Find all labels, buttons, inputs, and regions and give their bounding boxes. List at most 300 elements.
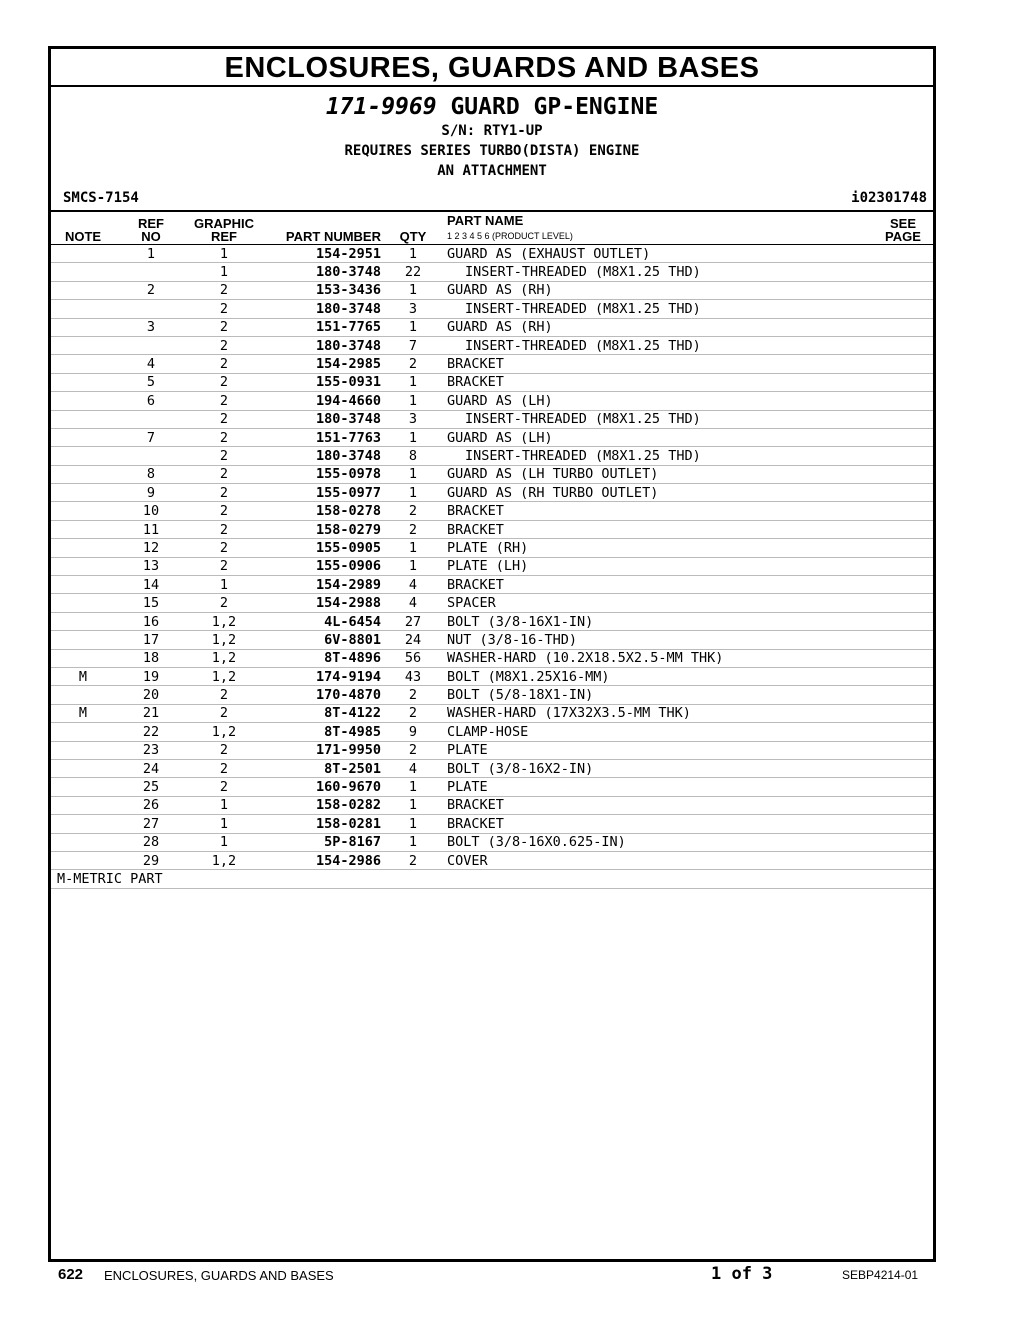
cell-note [51, 245, 115, 263]
col-part-name: PART NAME 1 2 3 4 5 6 (PRODUCT LEVEL) [441, 211, 873, 245]
cell-qty: 9 [385, 723, 441, 741]
group-part-number: 171-9969 [325, 94, 437, 120]
cell-qty: 2 [385, 686, 441, 704]
cell-see-page [873, 447, 933, 465]
table-row [51, 741, 933, 759]
cell-see-page [873, 484, 933, 502]
cell-see-page [873, 815, 933, 833]
cell-ref-no [115, 447, 187, 465]
cell-ref-no: 12 [115, 539, 187, 557]
cell-note [51, 539, 115, 557]
table-row [51, 355, 933, 373]
cell-see-page [873, 392, 933, 410]
cell-note [51, 851, 115, 869]
cell-see-page [873, 851, 933, 869]
cell-note: M [51, 667, 115, 685]
table-row [51, 759, 933, 777]
col-ref-no: REF NO [115, 211, 187, 245]
cell-ref-no: 18 [115, 649, 187, 667]
cell-see-page [873, 557, 933, 575]
cell-part-number: 153-3436 [261, 281, 385, 299]
cell-ref-no: 26 [115, 796, 187, 814]
cell-qty: 1 [385, 778, 441, 796]
table-row [51, 612, 933, 630]
cell-see-page [873, 281, 933, 299]
cell-note [51, 557, 115, 575]
page-frame [48, 46, 936, 1262]
table-row [51, 410, 933, 428]
table-row [51, 594, 933, 612]
cell-see-page [873, 594, 933, 612]
cell-graphic-ref: 1 [187, 796, 261, 814]
cell-qty: 1 [385, 428, 441, 446]
cell-part-name: BRACKET [441, 502, 873, 520]
cell-note [51, 723, 115, 741]
cell-qty: 4 [385, 594, 441, 612]
cell-ref-no: 3 [115, 318, 187, 336]
table-row [51, 392, 933, 410]
cell-part-number: 155-0978 [261, 465, 385, 483]
cell-part-number: 8T-4985 [261, 723, 385, 741]
cell-ref-no: 14 [115, 576, 187, 594]
cell-part-name: PLATE (RH) [441, 539, 873, 557]
cell-graphic-ref: 2 [187, 539, 261, 557]
cell-ref-no: 5 [115, 373, 187, 391]
cell-graphic-ref: 2 [187, 428, 261, 446]
cell-ref-no [115, 410, 187, 428]
col-part-number: PART NUMBER [261, 211, 385, 245]
cell-see-page [873, 539, 933, 557]
cell-part-number: 155-0905 [261, 539, 385, 557]
cell-part-number: 180-3748 [261, 410, 385, 428]
cell-graphic-ref: 2 [187, 300, 261, 318]
cell-qty: 1 [385, 833, 441, 851]
cell-part-number: 151-7765 [261, 318, 385, 336]
cell-qty: 1 [385, 245, 441, 263]
cell-qty: 3 [385, 300, 441, 318]
cell-see-page [873, 336, 933, 354]
table-row [51, 520, 933, 538]
cell-qty: 2 [385, 502, 441, 520]
cell-part-number: 155-0931 [261, 373, 385, 391]
cell-qty: 2 [385, 704, 441, 722]
cell-ref-no: 7 [115, 428, 187, 446]
cell-part-number: 154-2986 [261, 851, 385, 869]
table-row [51, 815, 933, 833]
cell-qty: 2 [385, 355, 441, 373]
cell-part-number: 180-3748 [261, 300, 385, 318]
cell-qty: 43 [385, 667, 441, 685]
table-row [51, 778, 933, 796]
cell-ref-no: 19 [115, 667, 187, 685]
cell-qty: 1 [385, 281, 441, 299]
cell-ref-no: 25 [115, 778, 187, 796]
cell-qty: 22 [385, 263, 441, 281]
smcs-code: SMCS-7154 [63, 190, 139, 206]
table-row [51, 539, 933, 557]
cell-ref-no: 28 [115, 833, 187, 851]
cell-part-number: 154-2985 [261, 355, 385, 373]
cell-graphic-ref: 1 [187, 833, 261, 851]
cell-note [51, 649, 115, 667]
cell-part-name: WASHER-HARD (10.2X18.5X2.5-MM THK) [441, 649, 873, 667]
cell-qty: 1 [385, 539, 441, 557]
table-row [51, 484, 933, 502]
cell-qty: 4 [385, 576, 441, 594]
cell-part-name: INSERT-THREADED (M8X1.25 THD) [441, 300, 873, 318]
table-row [51, 373, 933, 391]
cell-part-number: 154-2989 [261, 576, 385, 594]
cell-graphic-ref: 2 [187, 410, 261, 428]
table-row [51, 447, 933, 465]
cell-graphic-ref: 2 [187, 281, 261, 299]
cell-ref-no: 13 [115, 557, 187, 575]
cell-qty: 2 [385, 520, 441, 538]
cell-graphic-ref: 1 [187, 576, 261, 594]
cell-part-number: 155-0906 [261, 557, 385, 575]
cell-part-number: 158-0279 [261, 520, 385, 538]
cell-qty: 7 [385, 336, 441, 354]
cell-ref-no: 21 [115, 704, 187, 722]
cell-part-name: GUARD AS (EXHAUST OUTLET) [441, 245, 873, 263]
cell-ref-no: 9 [115, 484, 187, 502]
cell-ref-no [115, 336, 187, 354]
cell-part-number: 154-2988 [261, 594, 385, 612]
cell-part-number: 174-9194 [261, 667, 385, 685]
cell-see-page [873, 245, 933, 263]
page-footer [0, 1264, 1020, 1288]
table-row [51, 428, 933, 446]
table-row [51, 557, 933, 575]
cell-part-number: 158-0282 [261, 796, 385, 814]
cell-note [51, 796, 115, 814]
serial-number: S/N: RTY1-UP [441, 123, 543, 139]
cell-part-name: GUARD AS (RH) [441, 318, 873, 336]
cell-note [51, 373, 115, 391]
cell-see-page [873, 649, 933, 667]
cell-qty: 1 [385, 796, 441, 814]
cell-part-name: GUARD AS (LH TURBO OUTLET) [441, 465, 873, 483]
cell-part-name: INSERT-THREADED (M8X1.25 THD) [441, 336, 873, 354]
footer-page-of: 1 of 3 [711, 1264, 773, 1284]
cell-note [51, 520, 115, 538]
cell-ref-no: 6 [115, 392, 187, 410]
cell-note [51, 281, 115, 299]
cell-part-number: 155-0977 [261, 484, 385, 502]
cell-part-number: 8T-2501 [261, 759, 385, 777]
footer-doc-id: SEBP4214-01 [842, 1268, 919, 1282]
cell-graphic-ref: 2 [187, 704, 261, 722]
cell-graphic-ref: 2 [187, 502, 261, 520]
cell-part-name: INSERT-THREADED (M8X1.25 THD) [441, 263, 873, 281]
cell-note [51, 741, 115, 759]
cell-graphic-ref: 1 [187, 263, 261, 281]
cell-note [51, 392, 115, 410]
cell-graphic-ref: 2 [187, 759, 261, 777]
cell-graphic-ref: 2 [187, 520, 261, 538]
cell-qty: 3 [385, 410, 441, 428]
cell-part-name: BRACKET [441, 373, 873, 391]
cell-note [51, 484, 115, 502]
cell-see-page [873, 410, 933, 428]
cell-part-name: NUT (3/8-16-THD) [441, 631, 873, 649]
cell-part-number: 180-3748 [261, 263, 385, 281]
table-row [51, 649, 933, 667]
cell-part-name: BOLT (3/8-16X1-IN) [441, 612, 873, 630]
table-row [51, 245, 933, 263]
cell-note [51, 759, 115, 777]
table-row [51, 667, 933, 685]
table-row [51, 465, 933, 483]
cell-see-page [873, 318, 933, 336]
table-row [51, 704, 933, 722]
cell-ref-no: 17 [115, 631, 187, 649]
illustration-id: i02301748 [851, 190, 927, 206]
cell-part-name: PLATE (LH) [441, 557, 873, 575]
cell-ref-no: 11 [115, 520, 187, 538]
cell-ref-no: 15 [115, 594, 187, 612]
cell-part-name: WASHER-HARD (17X32X3.5-MM THK) [441, 704, 873, 722]
cell-qty: 1 [385, 465, 441, 483]
cell-note [51, 631, 115, 649]
cell-graphic-ref: 2 [187, 557, 261, 575]
cell-part-number: 170-4870 [261, 686, 385, 704]
cell-part-name: BRACKET [441, 576, 873, 594]
cell-see-page [873, 778, 933, 796]
cell-part-number: 6V-8801 [261, 631, 385, 649]
cell-note [51, 502, 115, 520]
cell-qty: 1 [385, 557, 441, 575]
table-row [51, 502, 933, 520]
cell-graphic-ref: 1,2 [187, 851, 261, 869]
table-row [51, 723, 933, 741]
smcs-row [51, 186, 933, 210]
cell-note [51, 300, 115, 318]
cell-see-page [873, 263, 933, 281]
cell-part-name: BOLT (M8X1.25X16-MM) [441, 667, 873, 685]
cell-qty: 24 [385, 631, 441, 649]
cell-qty: 56 [385, 649, 441, 667]
cell-graphic-ref: 2 [187, 465, 261, 483]
cell-ref-no [115, 300, 187, 318]
cell-graphic-ref: 2 [187, 355, 261, 373]
cell-part-number: 158-0278 [261, 502, 385, 520]
cell-see-page [873, 704, 933, 722]
cell-qty: 27 [385, 612, 441, 630]
cell-note [51, 594, 115, 612]
col-qty: QTY [385, 211, 441, 245]
table-row [51, 318, 933, 336]
cell-note: M [51, 704, 115, 722]
cell-note [51, 355, 115, 373]
cell-ref-no: 20 [115, 686, 187, 704]
cell-note [51, 410, 115, 428]
cell-qty: 4 [385, 759, 441, 777]
cell-part-name: BOLT (5/8-18X1-IN) [441, 686, 873, 704]
cell-ref-no: 27 [115, 815, 187, 833]
cell-see-page [873, 520, 933, 538]
product-levels: 1 2 3 4 5 6 (PRODUCT LEVEL) [447, 231, 573, 241]
cell-note [51, 815, 115, 833]
cell-part-name: CLAMP-HOSE [441, 723, 873, 741]
cell-note [51, 336, 115, 354]
cell-part-name: PLATE [441, 741, 873, 759]
table-row [51, 281, 933, 299]
cell-ref-no [115, 263, 187, 281]
col-see-page: SEE PAGE [873, 211, 933, 245]
cell-ref-no: 1 [115, 245, 187, 263]
cell-ref-no: 8 [115, 465, 187, 483]
cell-qty: 2 [385, 851, 441, 869]
cell-see-page [873, 373, 933, 391]
cell-graphic-ref: 2 [187, 778, 261, 796]
cell-see-page [873, 300, 933, 318]
cell-graphic-ref: 2 [187, 447, 261, 465]
cell-ref-no: 16 [115, 612, 187, 630]
cell-graphic-ref: 1,2 [187, 612, 261, 630]
table-row [51, 796, 933, 814]
cell-ref-no: 22 [115, 723, 187, 741]
table-header-row [51, 211, 933, 245]
cell-part-name: GUARD AS (LH) [441, 428, 873, 446]
col-graphic-ref: GRAPHIC REF [187, 211, 261, 245]
cell-see-page [873, 833, 933, 851]
cell-graphic-ref: 2 [187, 336, 261, 354]
cell-see-page [873, 612, 933, 630]
cell-part-number: 171-9950 [261, 741, 385, 759]
table-row [51, 336, 933, 354]
cell-part-number: 151-7763 [261, 428, 385, 446]
cell-qty: 1 [385, 373, 441, 391]
cell-qty: 1 [385, 318, 441, 336]
cell-part-name: BRACKET [441, 355, 873, 373]
page-title: ENCLOSURES, GUARDS AND BASES [51, 49, 933, 87]
cell-graphic-ref: 1,2 [187, 631, 261, 649]
cell-graphic-ref: 1,2 [187, 723, 261, 741]
footer-page-number: 622 [58, 1266, 84, 1283]
requires-note: REQUIRES SERIES TURBO(DISTA) ENGINE [344, 143, 640, 159]
table-row [51, 576, 933, 594]
cell-part-name: BOLT (3/8-16X2-IN) [441, 759, 873, 777]
cell-ref-no: 24 [115, 759, 187, 777]
cell-part-name: PLATE [441, 778, 873, 796]
cell-graphic-ref: 2 [187, 373, 261, 391]
group-title [51, 93, 933, 121]
cell-part-number: 154-2951 [261, 245, 385, 263]
cell-qty: 8 [385, 447, 441, 465]
cell-graphic-ref: 1 [187, 815, 261, 833]
cell-part-name: COVER [441, 851, 873, 869]
cell-part-number: 8T-4896 [261, 649, 385, 667]
cell-note [51, 686, 115, 704]
group-description: GUARD GP-ENGINE [450, 94, 659, 120]
cell-qty: 1 [385, 392, 441, 410]
cell-qty: 1 [385, 815, 441, 833]
cell-part-name: BRACKET [441, 815, 873, 833]
cell-graphic-ref: 2 [187, 318, 261, 336]
cell-see-page [873, 465, 933, 483]
cell-note [51, 447, 115, 465]
cell-see-page [873, 355, 933, 373]
cell-part-number: 180-3748 [261, 447, 385, 465]
metric-footnote: M-METRIC PART [51, 870, 933, 888]
attachment-note: AN ATTACHMENT [437, 163, 547, 179]
cell-note [51, 428, 115, 446]
parts-table [51, 210, 933, 889]
cell-part-number: 160-9670 [261, 778, 385, 796]
cell-see-page [873, 502, 933, 520]
cell-graphic-ref: 2 [187, 594, 261, 612]
cell-see-page [873, 631, 933, 649]
cell-see-page [873, 759, 933, 777]
cell-graphic-ref: 2 [187, 484, 261, 502]
group-header [51, 93, 933, 181]
cell-graphic-ref: 2 [187, 392, 261, 410]
cell-see-page [873, 576, 933, 594]
cell-part-number: 194-4660 [261, 392, 385, 410]
cell-graphic-ref: 1,2 [187, 649, 261, 667]
cell-ref-no: 4 [115, 355, 187, 373]
table-row [51, 631, 933, 649]
cell-part-name: GUARD AS (RH TURBO OUTLET) [441, 484, 873, 502]
footer-section: ENCLOSURES, GUARDS AND BASES [104, 1268, 334, 1283]
cell-see-page [873, 741, 933, 759]
cell-note [51, 263, 115, 281]
table-row [51, 833, 933, 851]
cell-part-name: BRACKET [441, 796, 873, 814]
cell-part-name: BRACKET [441, 520, 873, 538]
cell-part-name: BOLT (3/8-16X0.625-IN) [441, 833, 873, 851]
cell-part-number: 8T-4122 [261, 704, 385, 722]
table-row [51, 851, 933, 869]
cell-part-name: INSERT-THREADED (M8X1.25 THD) [441, 410, 873, 428]
cell-see-page [873, 686, 933, 704]
cell-see-page [873, 667, 933, 685]
table-row [51, 300, 933, 318]
cell-ref-no: 10 [115, 502, 187, 520]
cell-see-page [873, 796, 933, 814]
cell-note [51, 778, 115, 796]
cell-part-name: INSERT-THREADED (M8X1.25 THD) [441, 447, 873, 465]
cell-part-name: GUARD AS (RH) [441, 281, 873, 299]
cell-part-name: SPACER [441, 594, 873, 612]
cell-see-page [873, 723, 933, 741]
col-note: NOTE [51, 211, 115, 245]
cell-note [51, 576, 115, 594]
table-row [51, 686, 933, 704]
table-row [51, 263, 933, 281]
cell-ref-no: 2 [115, 281, 187, 299]
cell-note [51, 612, 115, 630]
cell-part-name: GUARD AS (LH) [441, 392, 873, 410]
cell-part-number: 4L-6454 [261, 612, 385, 630]
cell-ref-no: 29 [115, 851, 187, 869]
cell-graphic-ref: 1,2 [187, 667, 261, 685]
cell-part-number: 158-0281 [261, 815, 385, 833]
cell-note [51, 318, 115, 336]
cell-qty: 1 [385, 484, 441, 502]
footnote-row [51, 870, 933, 888]
cell-note [51, 465, 115, 483]
cell-note [51, 833, 115, 851]
cell-graphic-ref: 1 [187, 245, 261, 263]
cell-part-number: 5P-8167 [261, 833, 385, 851]
cell-part-number: 180-3748 [261, 336, 385, 354]
cell-graphic-ref: 2 [187, 741, 261, 759]
cell-see-page [873, 428, 933, 446]
cell-ref-no: 23 [115, 741, 187, 759]
cell-graphic-ref: 2 [187, 686, 261, 704]
